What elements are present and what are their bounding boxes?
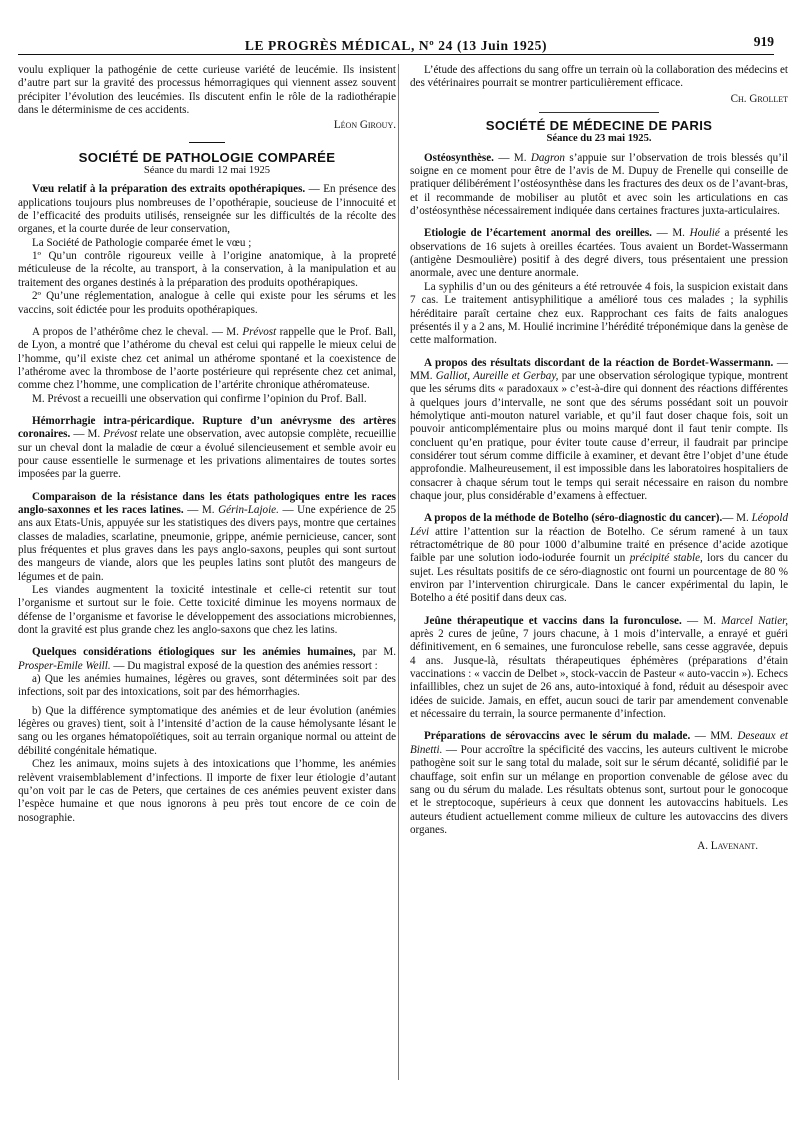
article-text: s’appuie sur l’observation de trois blessés qu’il soigne en ce moment pour être de l’avis de M. Dupuy de Frenelle qui conseille de pratiquer délibérément l’ostéosynthèse dans les fractures des deux os de l’avant-bras, et il recommande de mobiliser au plutôt et avec soin les articulations en cas d’ostéosynthèse nécessairement indiquée dans certaines fractures juxta-articulaires. bbox=[410, 151, 788, 218]
left-column bbox=[18, 64, 396, 825]
author-name: Prévost bbox=[242, 325, 277, 338]
article-text: relate une observation, avec autopsie complète, recueillie sur un cheval dont la maladie de cœur a évolué silencieusement et semble avoir eu pour cause essentielle le surmenage et les privations alimentaires de toutes sortes imposées par la guerre. bbox=[18, 428, 396, 481]
session-date: Séance du mardi 12 mai 1925 bbox=[143, 165, 271, 177]
article-paragraph: Chez les animaux, moins sujets à des intoxications que l’homme, les anémies relèvent vraisemblablement d’infections. Il importe de fixer leur étiologie d’autant qu’on voit par le cas de Peters, que certaines de ces anémies peuvent exister dans l’espèce humaine et que nous ignorons à peu près tout encore de ce coin de nosographie. bbox=[18, 758, 396, 824]
author-name: Galliot, Aureille et Gerbay, bbox=[435, 369, 559, 382]
article-heading: A propos de l’athérôme chez le cheval. bbox=[32, 325, 209, 338]
article-paragraph: b) Que la différence symptomatique des anémies et de leur évolution (anémies légères ou graves) tient, soit à l’intensité d’action de la cause hémolysante lésant le sang ou les organes hématopoïétiques, soit au terrain organique normal ou atteint de débilité congénitale hématique. bbox=[18, 704, 396, 757]
article-oreilles: Etiologie de l’écartement anormal des oreilles. — M. Houlié a présenté les observations de 16 sujets à oreilles écartées. Tous avaient un Bordet-Wassermann (antigène Desmoulière) positif à des degré divers, tous présentaient une pression anormale, avec une denture anormale. La syphilis d’un ou des géniteurs a été retrouvée 4 fois, la suspicion existait dans 7 cas. Le traitement antisyphilitique a amélioré tous ces malades ; la syphilis héréditaire paraît certaine chez eux. Rapprochant ces faits de faits analogues présentés il y a 2 ans, M. Houlié incrimine l’hérédité tréponémique dans la genèse de cette malformation. bbox=[410, 227, 788, 347]
article-text: lors du cancer du sujet. Les résultats positifs de ce séro-diagnostic ont fourni un pourcentage de 80 % environ par l’intervention chirurgicale. Dans le cancer expérimental du lapin, le Botelho a été positif dans deux cas. bbox=[410, 552, 788, 605]
author-name: Prosper-Emile Weill. bbox=[18, 659, 111, 672]
session-date: Séance du 23 mai 1925. bbox=[546, 133, 652, 145]
society-title: SOCIÉTÉ DE MÉDECINE DE PARIS bbox=[485, 118, 713, 134]
article-heading: A propos de la méthode de Botelho (séro-diagnostic du cancer). bbox=[424, 512, 723, 525]
author-name: Gérin-Lajoie. bbox=[218, 503, 279, 516]
author-name: Deseaux et Binetti. bbox=[410, 730, 788, 756]
article-text: — Du magistral exposé de la question des anémies ressort : bbox=[110, 659, 378, 672]
article-paragraph: a) Que les anémies humaines, légères ou graves, sont déterminées soit par des infections, soit par des intoxications, soit par des hémorrhagies. bbox=[18, 673, 396, 699]
author-name: Léopold Lévi bbox=[410, 512, 789, 538]
continued-text: L’étude des affections du sang offre un terrain où la collaboration des médecins et des vétérinaires pourrait se montrer particulièrement efficace. bbox=[410, 64, 788, 90]
section-separator bbox=[539, 112, 659, 113]
article-bordet-wassermann: A propos des résultats discordant de la réaction de Bordet-Wassermann. — MM. Galliot, Aureille et Gerbay, par une observation sérologique typique, montrent que les sérums dits « paradoxaux » c’est-à-dire qui donnent des réactions différentes à quelques jours d’intervalle, ne sont que des sérums possédant soit un pouvoir hémolytique anti-mouton naturel variable, et qu’il faut doser chaque fois, soit un pouvoir anticomplémentaire plus ou moins marqué dont il faut tenir compte. Ils concluent qu’en pratique, pour éviter toute cause d’erreur, il faudrait par principe considérer tout sérum comme difficile à examiner, et devant être l’objet d’une étude approfondie. Malheureusement, il est impossible dans les laboratoires hospitaliers de consacrer à chaque sérum tout le temps qui serait nécessaire en raison du nombre chaque jour, plus considérable d’examens à effectuer. bbox=[410, 356, 788, 502]
article-voeu bbox=[18, 183, 396, 316]
article-atherome: A propos de l’athérôme chez le cheval. — M. Prévost rappelle que le Prof. Ball, de Lyon, a montré que l’athérome du cheval est celui qui rappelle le mieux celui de l’homme, qu’il existe chez cet animal un athérome spontané et la coexistence de l’athérome avec la thrombose de l’aorte postérieure qui représente chez cet animal, comme chez l’homme, une complication de l’artérite chronique athéromateuse. M. Prévost a recueilli une observation qui confirme l’opinion du Prof. Ball. bbox=[18, 325, 396, 405]
column-divider bbox=[398, 64, 399, 1080]
article-paragraph: La Société de Pathologie comparée émet le vœu ; bbox=[32, 236, 252, 249]
article-furonculose: Jeûne thérapeutique et vaccins dans la furonculose. — M. Marcel Natier, après 2 cures de jeûne, 7 jours chacune, à 1 mois d’intervalle, a enrayé et guéri définitivement, en 6 semaines, une furonculose rebelle, sans cesse aggravée, depuis 4 ans. Jusque-là, résultats thérapeutiques éphémères (préparations d’étain vaccinations : « vaccin de Delbet », stock-vaccin de Pasteur « auto-vaccin »). Echecs infaillibles, chez un sujet de 26 ans, auto-intoxiqué à fond, réduit au désespoir avec idées de suicide. Jamais, en effet, aucun souci de tarir par amendement convenable et nécessaire du terrain, la source permanente d’infection. bbox=[410, 614, 788, 721]
article-heading: Quelques considérations étiologiques sur les anémies humaines, bbox=[32, 646, 356, 659]
article-botelho: A propos de la méthode de Botelho (séro-diagnostic du cancer).— M. Léopold Lévi attire l’attention sur la réaction de Botelho. Ce sérum ramené à un taux rétractométrique de 80 pour 1000 d’albumine traité en présence d’acide azotique faible par une solution iodo-iodurée fournit un précipité stable, lors du cancer du sujet. Les résultats positifs de ce séro-diagnostic ont fourni un pourcentage de 80 % environ par l’intervention chirurgicale. Dans le cancer expérimental du lapin, le Botelho a été positif dans deux cas. bbox=[410, 512, 789, 605]
article-text: rappelle que le Prof. Ball, de Lyon, a montré que l’athérome du cheval est celui qui rappelle le mieux celui de l’homme, qu’il existe chez cet animal un athérome spontané et la coexistence de l’athérome avec la thrombose de l’aorte postérieure qui représente chez cet animal, comme chez l’homme, une complication de l’artérite chronique athéromateuse. bbox=[18, 325, 396, 392]
author-name: Marcel Natier, bbox=[721, 614, 788, 627]
article-text: après 2 cures de jeûne, 7 jours chacune, à 1 mois d’intervalle, a enrayé et guéri définitivement, en 6 semaines, une furonculose rebelle, sans cesse aggravée, depuis 4 ans. Jusque-là, résultats thérapeutiques éphémères (préparations d’étain vaccinations : « vaccin de Delbet », stock-vaccin de Pasteur « auto-vaccin »). Echecs infaillibles, chez un sujet de 26 ans, auto-intoxiqué à fond, réduit au désespoir avec idées de suicide. Jamais, en effet, aucun souci de tarir par amendement convenable et nécessaire du terrain, la source permanente d’infection. bbox=[410, 628, 788, 721]
article-emphasis: précipité stable, bbox=[629, 552, 703, 565]
author-name: Dagron bbox=[530, 151, 565, 164]
article-paragraph: M. Prévost a recueilli une observation qui confirme l’opinion du Prof. Ball. bbox=[32, 392, 367, 405]
article-heading: Etiologie de l’écartement anormal des oreilles. bbox=[424, 227, 652, 240]
article-osteosynthese: Ostéosynthèse. — M. Dagron s’appuie sur l’observation de trois blessés qu’il soigne en ce moment pour être de l’avis de M. Dupuy de Frenelle qui conseille de pratiquer délibérément l’ostéosynthèse dans les fractures des deux os de l’avant-bras, et il recommande de mobiliser au plutôt et avec soin les articulations en cas d’ostéosynthèse nécessairement indiquée dans certaines fractures juxta-articulaires. bbox=[410, 151, 788, 218]
right-column bbox=[410, 64, 788, 854]
article-heading: Hémorrhagie intra-péricardique. Rupture d’un anévrysme des artères coronaires. bbox=[18, 414, 396, 441]
article-text: a présenté les observations de 16 sujets à oreilles écartées. Tous avaient un Bordet-Wassermann (antigène Desmoulière) positif à des degré divers, tous présentaient une pression anormale, avec une denture anormale. bbox=[410, 227, 788, 280]
article-comparaison: Comparaison de la résistance dans les états pathologiques entre les races anglo-saxonnes et les races latines. — M. Gérin-Lajoie. — Une expérience de 25 ans aux Etats-Unis, appuyée sur les statistiques des divers pays, montre que certaines classes de maladies, scarlatine, pneumonie, grippe, anémie pernicieuse, cancer, sont plus fréquentes et plus graves dans les pays anglo-saxons, peuples qui sont surtout des mangeurs de viande, alors que les peuples latins sont plutôt des mangeurs de légumes et de pain. Les viandes augmentent la toxicité intestinale et celle-ci retentit sur tout l’organisme et surtout sur le foie. Cette toxicité diminue les moyens normaux de défense de l’organisme et favorise le développement des associations microbiennes, dont la gravité est plus grande chez les anglo-saxons que chez les latins. bbox=[18, 490, 397, 637]
author-name: Houlié bbox=[689, 227, 720, 240]
continued-text: voulu expliquer la pathogénie de cette curieuse variété de leucémie. Ils insistent d’autre part sur la gravité des processus hémorragiques qui viennent assez souvent précipiter l’évolution des leucémies. Ils discutent enfin le rôle de la radiothérapie dans le déterminisme de ces accidents. bbox=[18, 64, 396, 117]
article-heading: Vœu relatif à la préparation des extraits opothérapiques. bbox=[32, 183, 306, 196]
article-heading: A propos des résultats discordant de la réaction de Bordet-Wassermann. bbox=[424, 356, 774, 369]
article-anemies: Quelques considérations étiologiques sur les anémies humaines, par M. Prosper-Emile Weill. — Du magistral exposé de la question des anémies ressort : a) Que les anémies humaines, légères ou graves, sont déterminées soit par des infections, soit par des intoxications, soit par des hémorrhagies. b) Que la différence symptomatique des anémies et de leur évolution (anémies légères ou graves) tient, soit à l’intensité d’action de la cause hémolysante lésant le sang ou les organes hématopoïétiques, soit au terrain organique normal ou atteint de débilité congénitale hématique. Chez les animaux, moins sujets à des intoxications que l’homme, les anémies relèvent vraisemblablement d’infections. Il importe de fixer leur étiologie d’autant qu’on voit par le cas de Peters, que certaines de ces anémies peuvent exister dans l’espèce humaine et que nous ignorons à peu près tout encore de ce coin de nosographie. bbox=[18, 646, 396, 824]
page-number: 919 bbox=[753, 34, 774, 49]
article-text: — Une expérience de 25 ans aux Etats-Unis, appuyée sur les statistiques des divers pays, montre que certaines classes de maladies, scarlatine, pneumonie, grippe, anémie pernicieuse, cancer, sont plus fréquentes et plus graves dans les pays anglo-saxons, peuples qui sont surtout des mangeurs de viande, alors que les peuples latins sont plutôt des mangeurs de légumes et de pain. bbox=[18, 503, 397, 583]
section-separator bbox=[189, 142, 225, 143]
author-signature: Ch. Grollet bbox=[730, 92, 788, 105]
article-paragraph: Les viandes augmentent la toxicité intestinale et celle-ci retentit sur tout l’organisme et surtout sur le foie. Cette toxicité diminue les moyens normaux de défense de l’organisme et favorise le développement des associations microbiennes, dont la gravité est plus grande chez les anglo-saxons que chez les latins. bbox=[18, 584, 396, 637]
article-text: attire l’attention sur la réaction de Botelho. Ce sérum ramené à un taux rétractométrique de 80 pour 1000 d’albumine traité en présence d’acide azotique faible par une solution iodo-iodurée fournit un bbox=[410, 525, 788, 565]
society-title: SOCIÉTÉ DE PATHOLOGIE COMPARÉE bbox=[78, 149, 336, 165]
journal-title: LE PROGRÈS MÉDICAL, Nº 24 (13 Juin 1925) bbox=[244, 38, 548, 53]
article-heading: Comparaison de la résistance dans les états pathologiques entre les races anglo-saxonnes et les races latines. bbox=[18, 490, 396, 516]
author-signature: A. Lavenant. bbox=[697, 840, 758, 853]
article-heading: Jeûne thérapeutique et vaccins dans la furonculose. bbox=[424, 614, 682, 627]
article-paragraph: 2º Qu’une réglementation, analogue à celle qui existe pour les sérums et les vaccins, soit édictée pour les produits opothérapiques. bbox=[18, 290, 396, 316]
author-name: Prévost bbox=[103, 428, 138, 441]
article-heading: Ostéosynthèse. bbox=[424, 151, 494, 164]
author-signature: Léon Girouy. bbox=[333, 119, 396, 132]
article-text: — Pour accroître la spécificité des vaccins, les auteurs cultivent le microbe pathogène soit sur le sang total du malade, soit sur le sérum décanté, solidifié par le chauffage, soit enfin sur un mélange en proportion convenable de gélose avec du sang ou du sérum du malade. Les résultats obtenus sont, surtout pour le gonocoque et le streptocoque, supérieurs à ceux que donnent les autovaccins habituels. Les auteurs étudient actuellement comme milieux de culture les autovaccins des divers organes. bbox=[410, 743, 788, 836]
article-hemorrhagie: Hémorrhagie intra-péricardique. Rupture d’un anévrysme des artères coronaires. — M. Prévost relate une observation, avec autopsie complète, recueillie sur un cheval dont la maladie de cœur a évolué silencieusement et semble avoir eu pour cause essentielle le surmenage et les privations alimentaires de toutes sortes imposées par la guerre. bbox=[18, 414, 396, 481]
article-text: — En présence des applications toujours plus nombreuses de l’opothérapie, soucieuse de l’innocuité et de l’efficacité des produits utilisés, renseignée sur les difficultés de la récolte des organes, et la courte durée de leur conservation, bbox=[18, 183, 396, 236]
article-serovaccins: Préparations de sérovaccins avec le sérum du malade. — MM. Deseaux et Binetti. — Pour accroître la spécificité des vaccins, les auteurs cultivent le microbe pathogène soit sur le sang total du malade, soit sur le sérum décanté, solidifié par le chauffage, soit enfin sur un mélange en proportion convenable de gélose avec du sang ou du sérum du malade. Les résultats obtenus sont, surtout pour le gonocoque et le streptocoque, supérieurs à ceux que donnent les autovaccins habituels. Les auteurs étudient actuellement comme milieux de culture les autovaccins des divers organes. bbox=[410, 730, 788, 836]
article-text: par une observation sérologique typique, montrent que les sérums dits « paradoxaux » c’est-à-dire qui donnent des réactions différentes à quelques jours d’intervalle, ne sont que des sérums possédant soit un pouvoir hémolytique anti-mouton naturel variable, et qu’il faut doser chaque fois, soit un pouvoir anticomplémentaire plus ou moins marqué dont il faut tenir compte. Ils concluent qu’en pratique, pour éviter toute cause d’erreur, il faudrait par principe considérer tout sérum comme difficile à examiner, et devant être l’objet d’une étude approfondie. Malheureusement, il est impossible dans les laboratoires hospitaliers de consacrer à chaque sérum tout le temps qui serait nécessaire en raison du nombre chaque jour, plus considérable d’examens à effectuer. bbox=[410, 369, 788, 502]
article-heading: Préparations de sérovaccins avec le sérum du malade. bbox=[424, 730, 691, 743]
article-paragraph: 1º Qu’un contrôle rigoureux veille à l’origine anatomique, à la propreté méticuleuse de la récolte, au transport, à la conservation, à la manipulation et au traitement des organes destinés à la préparation des produits opothérapiques. bbox=[18, 250, 396, 289]
article-paragraph: La syphilis d’un ou des géniteurs a été retrouvée 4 fois, la suspicion existait dans 7 cas. Le traitement antisyphilitique a amélioré tous ces malades ; la syphilis héréditaire paraît certaine chez eux. Rapprochant ces faits de faits analogues présentés il y a 2 ans, M. Houlié incrimine l’hérédité tréponémique dans la genèse de cette malformation. bbox=[410, 280, 788, 347]
running-header bbox=[18, 32, 774, 55]
